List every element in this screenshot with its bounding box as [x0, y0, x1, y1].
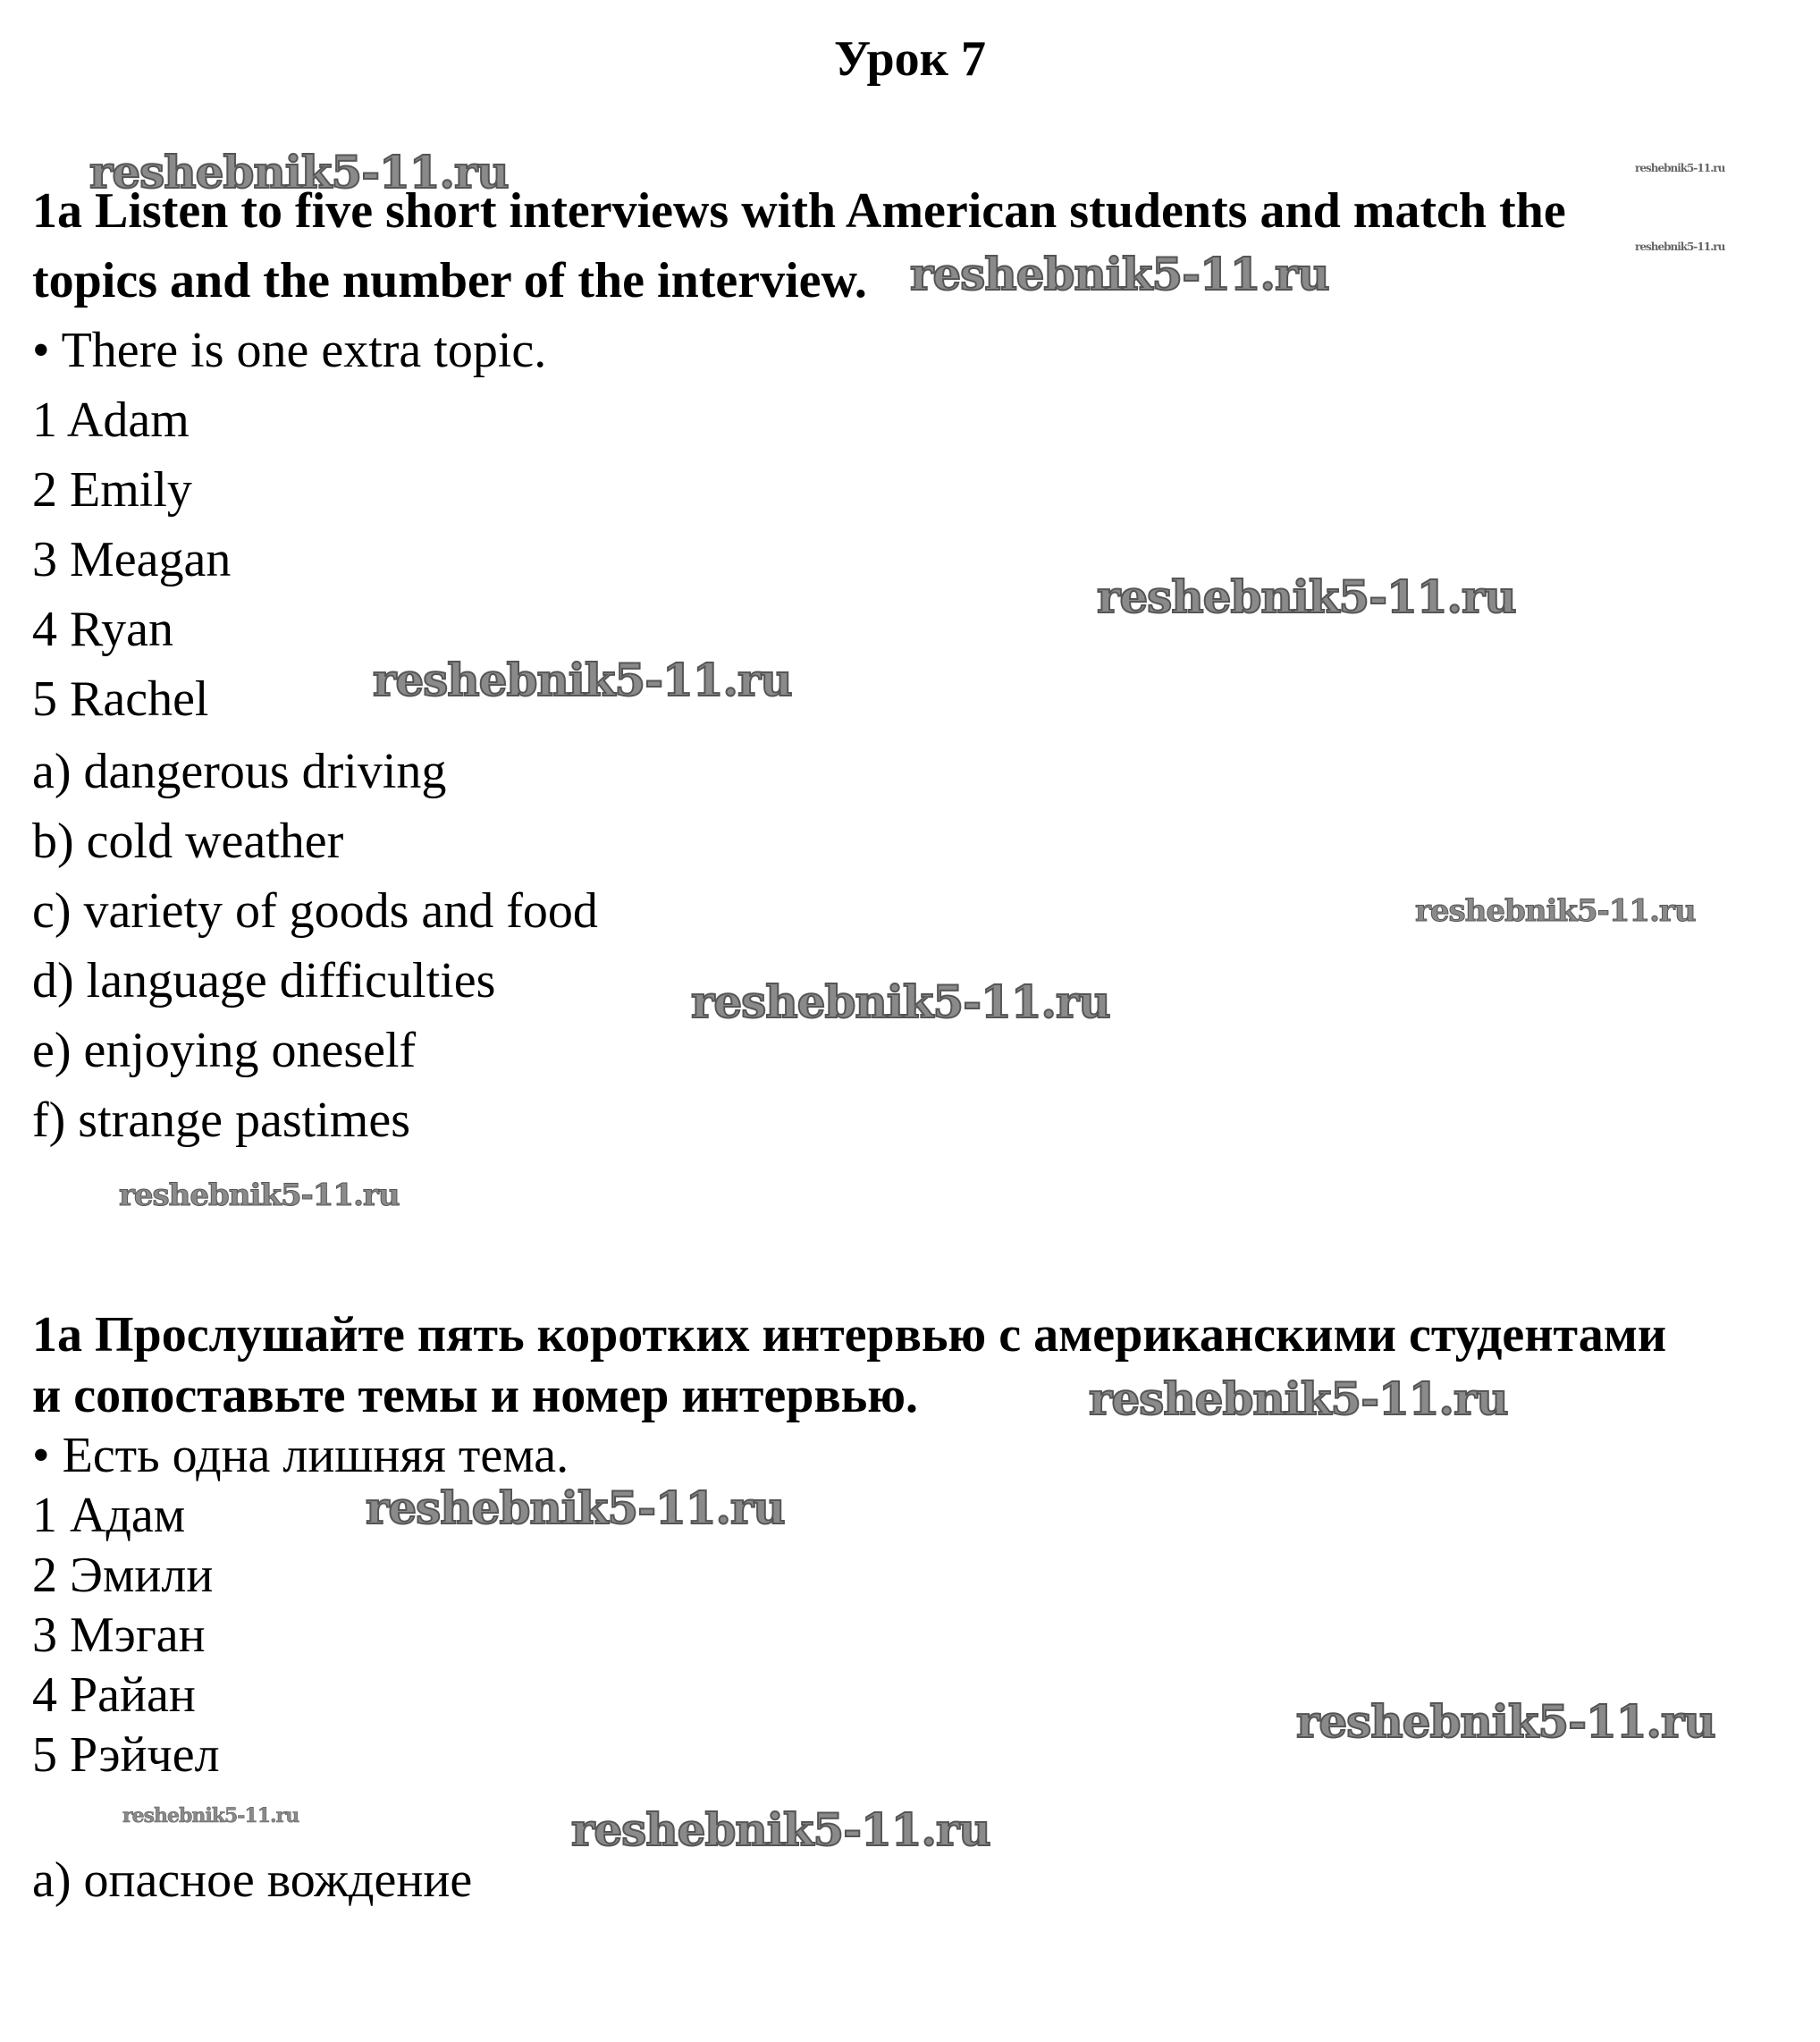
topic-item: c) variety of goods and food: [32, 883, 598, 939]
name-item: 4 Райан: [32, 1667, 196, 1723]
exercise-note-en: • There is one extra topic.: [32, 323, 547, 378]
watermark: reshebnik5-11.ru: [122, 1804, 299, 1827]
exercise-note-ru: • Есть одна лишняя тема.: [32, 1428, 569, 1483]
topic-item: e) enjoying oneself: [32, 1023, 417, 1078]
name-item: 5 Rachel: [32, 671, 209, 727]
watermark: reshebnik5-11.ru: [910, 248, 1329, 300]
watermark: reshebnik5-11.ru: [373, 654, 792, 706]
name-item: 4 Ryan: [32, 602, 173, 657]
name-item: 1 Adam: [32, 392, 190, 448]
exercise-heading-en-line2: topics and the number of the interview.: [32, 253, 867, 308]
name-item: 2 Эмили: [32, 1548, 214, 1603]
name-item: 5 Рэйчел: [32, 1727, 220, 1783]
watermark: reshebnik5-11.ru: [1097, 570, 1516, 623]
watermark: reshebnik5-11.ru: [119, 1177, 400, 1213]
watermark: reshebnik5-11.ru: [1635, 162, 1725, 174]
watermark: reshebnik5-11.ru: [1089, 1372, 1508, 1425]
exercise-heading-ru-line1: 1a Прослушайте пять коротких интервью с американскими студентами: [32, 1307, 1667, 1363]
watermark: reshebnik5-11.ru: [1296, 1695, 1715, 1748]
watermark: reshebnik5-11.ru: [89, 146, 509, 198]
name-item: 3 Meagan: [32, 532, 232, 587]
topic-item: f) strange pastimes: [32, 1093, 410, 1148]
watermark: reshebnik5-11.ru: [1635, 240, 1725, 253]
watermark: reshebnik5-11.ru: [1415, 893, 1696, 929]
exercise-heading-en-line1: 1a Listen to five short interviews with American students and match the: [32, 183, 1566, 239]
name-item: 3 Мэган: [32, 1607, 206, 1663]
topic-item: a) опасное вождение: [32, 1852, 473, 1908]
lesson-title: Урок 7: [834, 31, 986, 87]
topic-item: b) cold weather: [32, 814, 344, 869]
topic-item: a) dangerous driving: [32, 744, 447, 799]
name-item: 2 Emily: [32, 462, 192, 518]
watermark: reshebnik5-11.ru: [366, 1481, 785, 1534]
exercise-heading-ru-line2: и сопоставьте темы и номер интервью.: [32, 1368, 919, 1423]
watermark: reshebnik5-11.ru: [571, 1803, 990, 1856]
name-item: 1 Адам: [32, 1488, 186, 1543]
watermark: reshebnik5-11.ru: [691, 975, 1110, 1028]
topic-item: d) language difficulties: [32, 953, 496, 1008]
